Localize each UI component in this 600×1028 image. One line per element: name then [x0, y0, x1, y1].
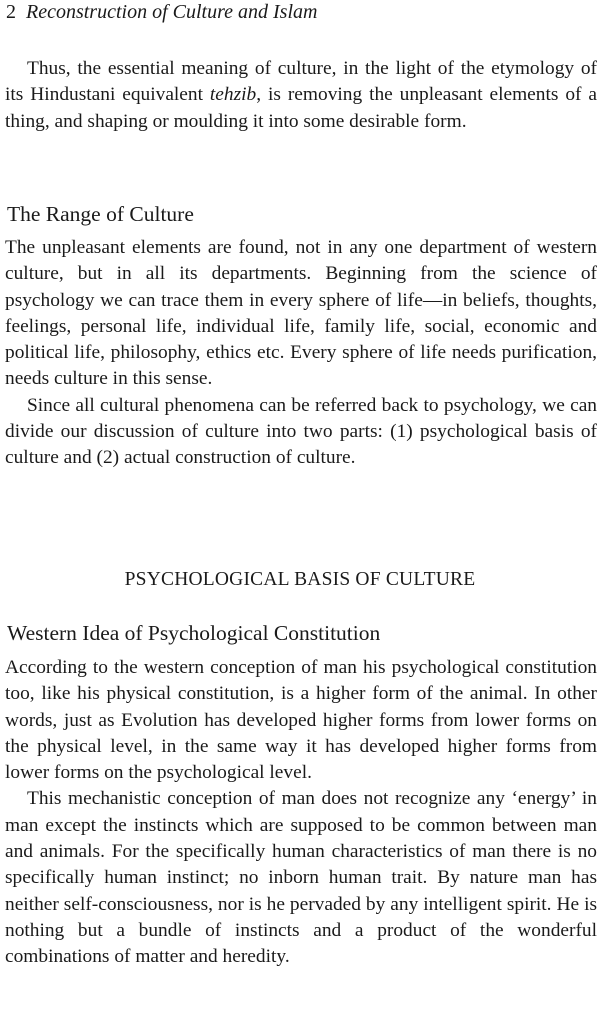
- section-heading-range: The Range of Culture: [7, 202, 194, 226]
- page-number: 2: [6, 1, 16, 23]
- intro-paragraph-block: [5, 56, 597, 135]
- running-head: [6, 0, 317, 26]
- intro-italic-term: tehzib: [209, 84, 257, 106]
- western-paragraph-1: According to the western conception of man his psychological constitution too, like his physical constitution, is a higher form of the animal. In other words, just as Evolution has developed higher forms from lower forms on the physical level, in the same way it has developed higher forms from lower forms on the psychological level.: [5, 657, 597, 784]
- range-paragraph-2: Since all cultural phenomena can be referred back to psychology, we can divide our discussion of culture into two parts: (1) psychological basis of culture and (2) actual construction of culture.: [5, 394, 597, 469]
- western-paragraph-2: This mechanistic conception of man does not recognize any ‘energy’ in man except the instincts which are supposed to be common between man and animals. For the specifically human characteristics of man there is no specifically human instinct; no inborn human trait. By nature man has neither self-consciousness, nor is he pervaded by any intelligent spirit. He is nothing but a bundle of instincts and a product of the wonderful combinations of matter and heredity.: [5, 788, 597, 968]
- intro-text-before: Thus, the essential meaning of culture, in the light of the etymology of its Hindustani equivalent: [5, 58, 597, 106]
- section-heading-western: Western Idea of Psychological Constitution: [7, 621, 381, 645]
- book-title: Reconstruction of Culture and Islam: [26, 1, 318, 23]
- intro-paragraph: [5, 56, 597, 135]
- range-paragraph-1: The unpleasant elements are found, not in any one department of western culture, but in all its departments. Beginning from the science of psychology we can trace them in every sphere of life—in beliefs, thoughts, feelings, personal life, individual life, family life, social, economic and political life, philosophy, ethics etc. Every sphere of life needs purification, needs culture in this sense.: [5, 237, 597, 390]
- western-text-block: [5, 655, 597, 971]
- part-heading: PSYCHOLOGICAL BASIS OF CULTURE: [124, 569, 476, 590]
- intro-text-after: , is removing the unpleasant elements of a thing, and shaping or moulding it into some desirable form.: [5, 84, 597, 132]
- range-text-block: [5, 235, 597, 472]
